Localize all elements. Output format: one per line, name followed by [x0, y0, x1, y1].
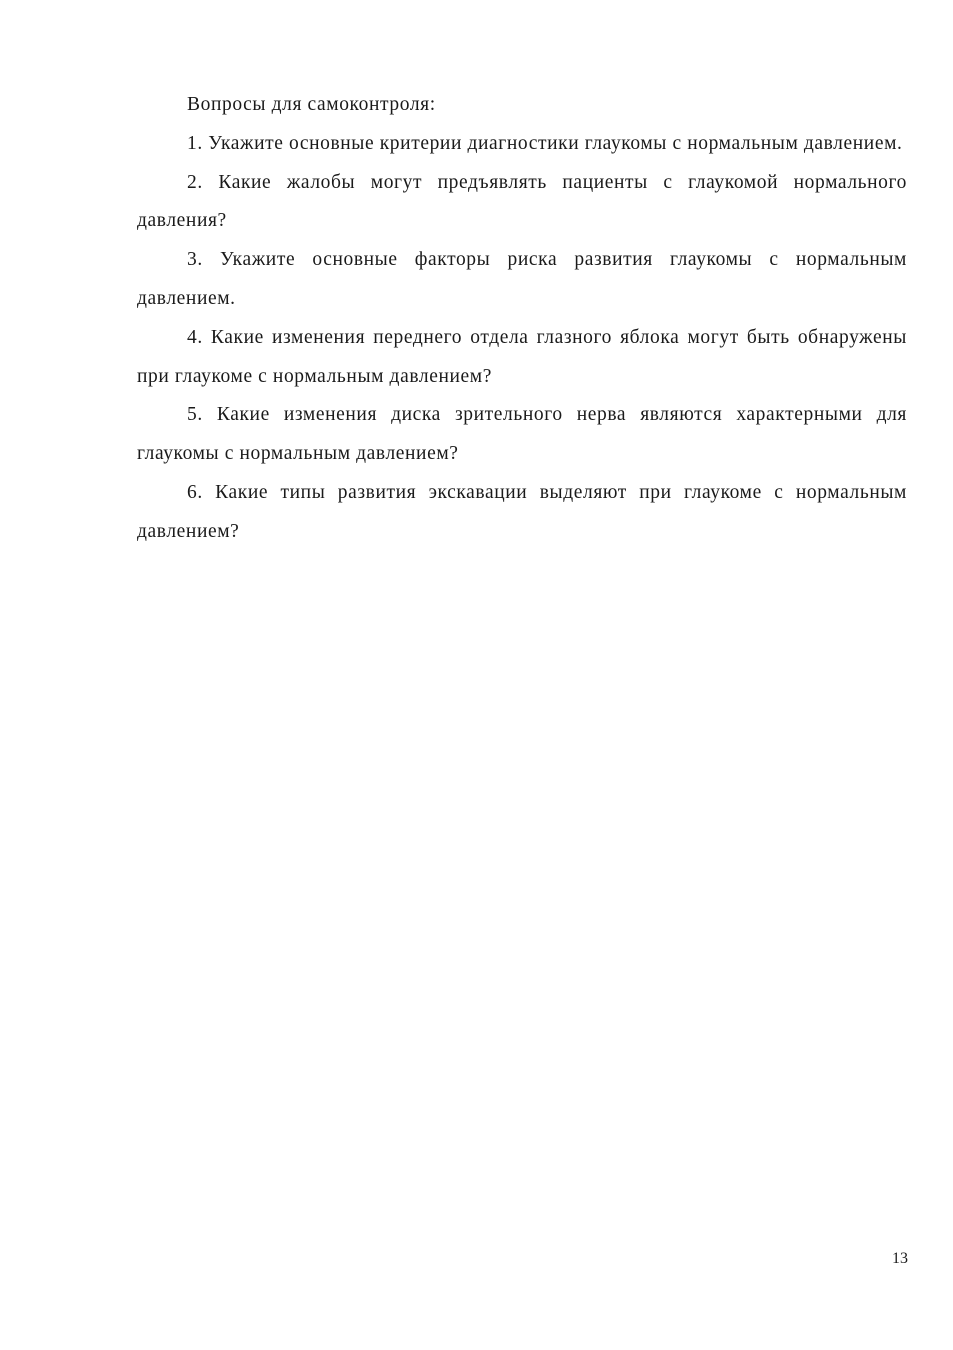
page-number: 13 — [892, 1250, 908, 1267]
question-5: 5. Какие изменения диска зрительного нерва являются характерными для глаукомы с нормальным давлением? — [137, 404, 907, 465]
question-3: 3. Укажите основные факторы риска развития глаукомы с нормальным давлением. — [137, 249, 907, 309]
question-2: 2. Какие жалобы могут предъявлять пациенты с глаукомой нормального давления? — [137, 171, 907, 232]
question-4: 4. Какие изменения переднего отдела глазного яблока могут быть обнаружены при глаукоме с нормальным давлением? — [137, 326, 907, 387]
question-1: 1. Укажите основные критерии диагностики глаукомы с нормальным давлением. — [187, 132, 903, 154]
question-6: 6. Какие типы развития экскавации выделяют при глаукоме с нормальным давлением? — [137, 481, 907, 542]
section-heading: Вопросы для самоконтроля: — [187, 94, 436, 115]
page-content — [137, 86, 907, 552]
